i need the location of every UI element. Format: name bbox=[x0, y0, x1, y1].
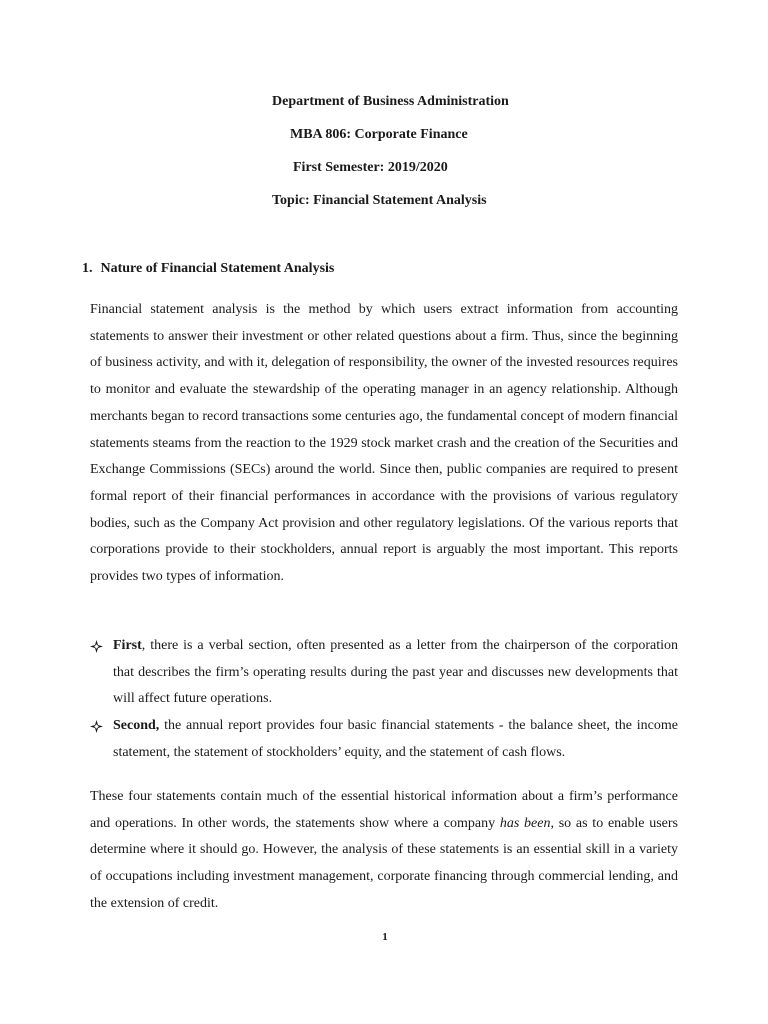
bullet-item bbox=[90, 633, 678, 713]
section-number: 1. bbox=[82, 261, 93, 276]
course-heading: MBA 806: Corporate Finance bbox=[290, 127, 468, 142]
closing-text-before: These four statements contain much of the essential historical information about a firm’s performance and operations. In other words, the statements show where a company bbox=[90, 789, 678, 831]
bullet-text: the annual report provides four basic financial statements - the balance sheet, the income statement, the statement of stockholders’ equity, and the statement of cash flows. bbox=[113, 718, 678, 760]
department-heading: Department of Business Administration bbox=[272, 94, 509, 109]
closing-emphasis: has been bbox=[499, 815, 551, 831]
section-heading bbox=[82, 261, 334, 277]
bullet-lead: Second, bbox=[113, 718, 160, 734]
bullet-text: , there is a verbal section, often presented as a letter from the chairperson of the corporation that describes the firm’s operating results during the past year and discusses new developments that will affect future operations. bbox=[113, 638, 678, 707]
bullet-item bbox=[90, 713, 678, 766]
page-number: 1 bbox=[382, 931, 388, 943]
bullet-lead: First bbox=[113, 638, 142, 653]
topic-heading: Topic: Financial Statement Analysis bbox=[272, 193, 487, 208]
section-title: Nature of Financial Statement Analysis bbox=[100, 261, 335, 276]
closing-text-after: , so as to enable users determine where it should go. However, the analysis of these statements is an essential skill in a variety of occupations including investment management, corporate financing through commercial lending, and the extension of credit. bbox=[90, 815, 678, 911]
intro-paragraph: Financial statement analysis is the method by which users extract information from accounting statements to answer their investment or other related questions about a firm. Thus, since the beginning of business activity, and with it, delegation of responsibility, the owner of the invested resources requires to monitor and evaluate the stewardship of the operating manager in an agency relationship. Although merchants began to record transactions some centuries ago, the fundamental concept of modern financial statements steams from the reaction to the 1929 stock market crash and the creation of the Securities and Exchange Commissions (SECs) around the world. Since then, public companies are required to present formal report of their financial performances in accordance with the provisions of various regulatory bodies, such as the Company Act provision and other regulatory legislations. Of the various reports that corporations provide to their stockholders, annual report is arguably the most important. This reports provides two types of information. bbox=[90, 302, 678, 585]
bullet-list bbox=[90, 633, 678, 767]
diamond-bullet-icon bbox=[90, 640, 103, 653]
semester-heading: First Semester: 2019/2020 bbox=[293, 160, 448, 175]
diamond-bullet-icon bbox=[90, 720, 103, 733]
closing-paragraph bbox=[90, 784, 678, 918]
